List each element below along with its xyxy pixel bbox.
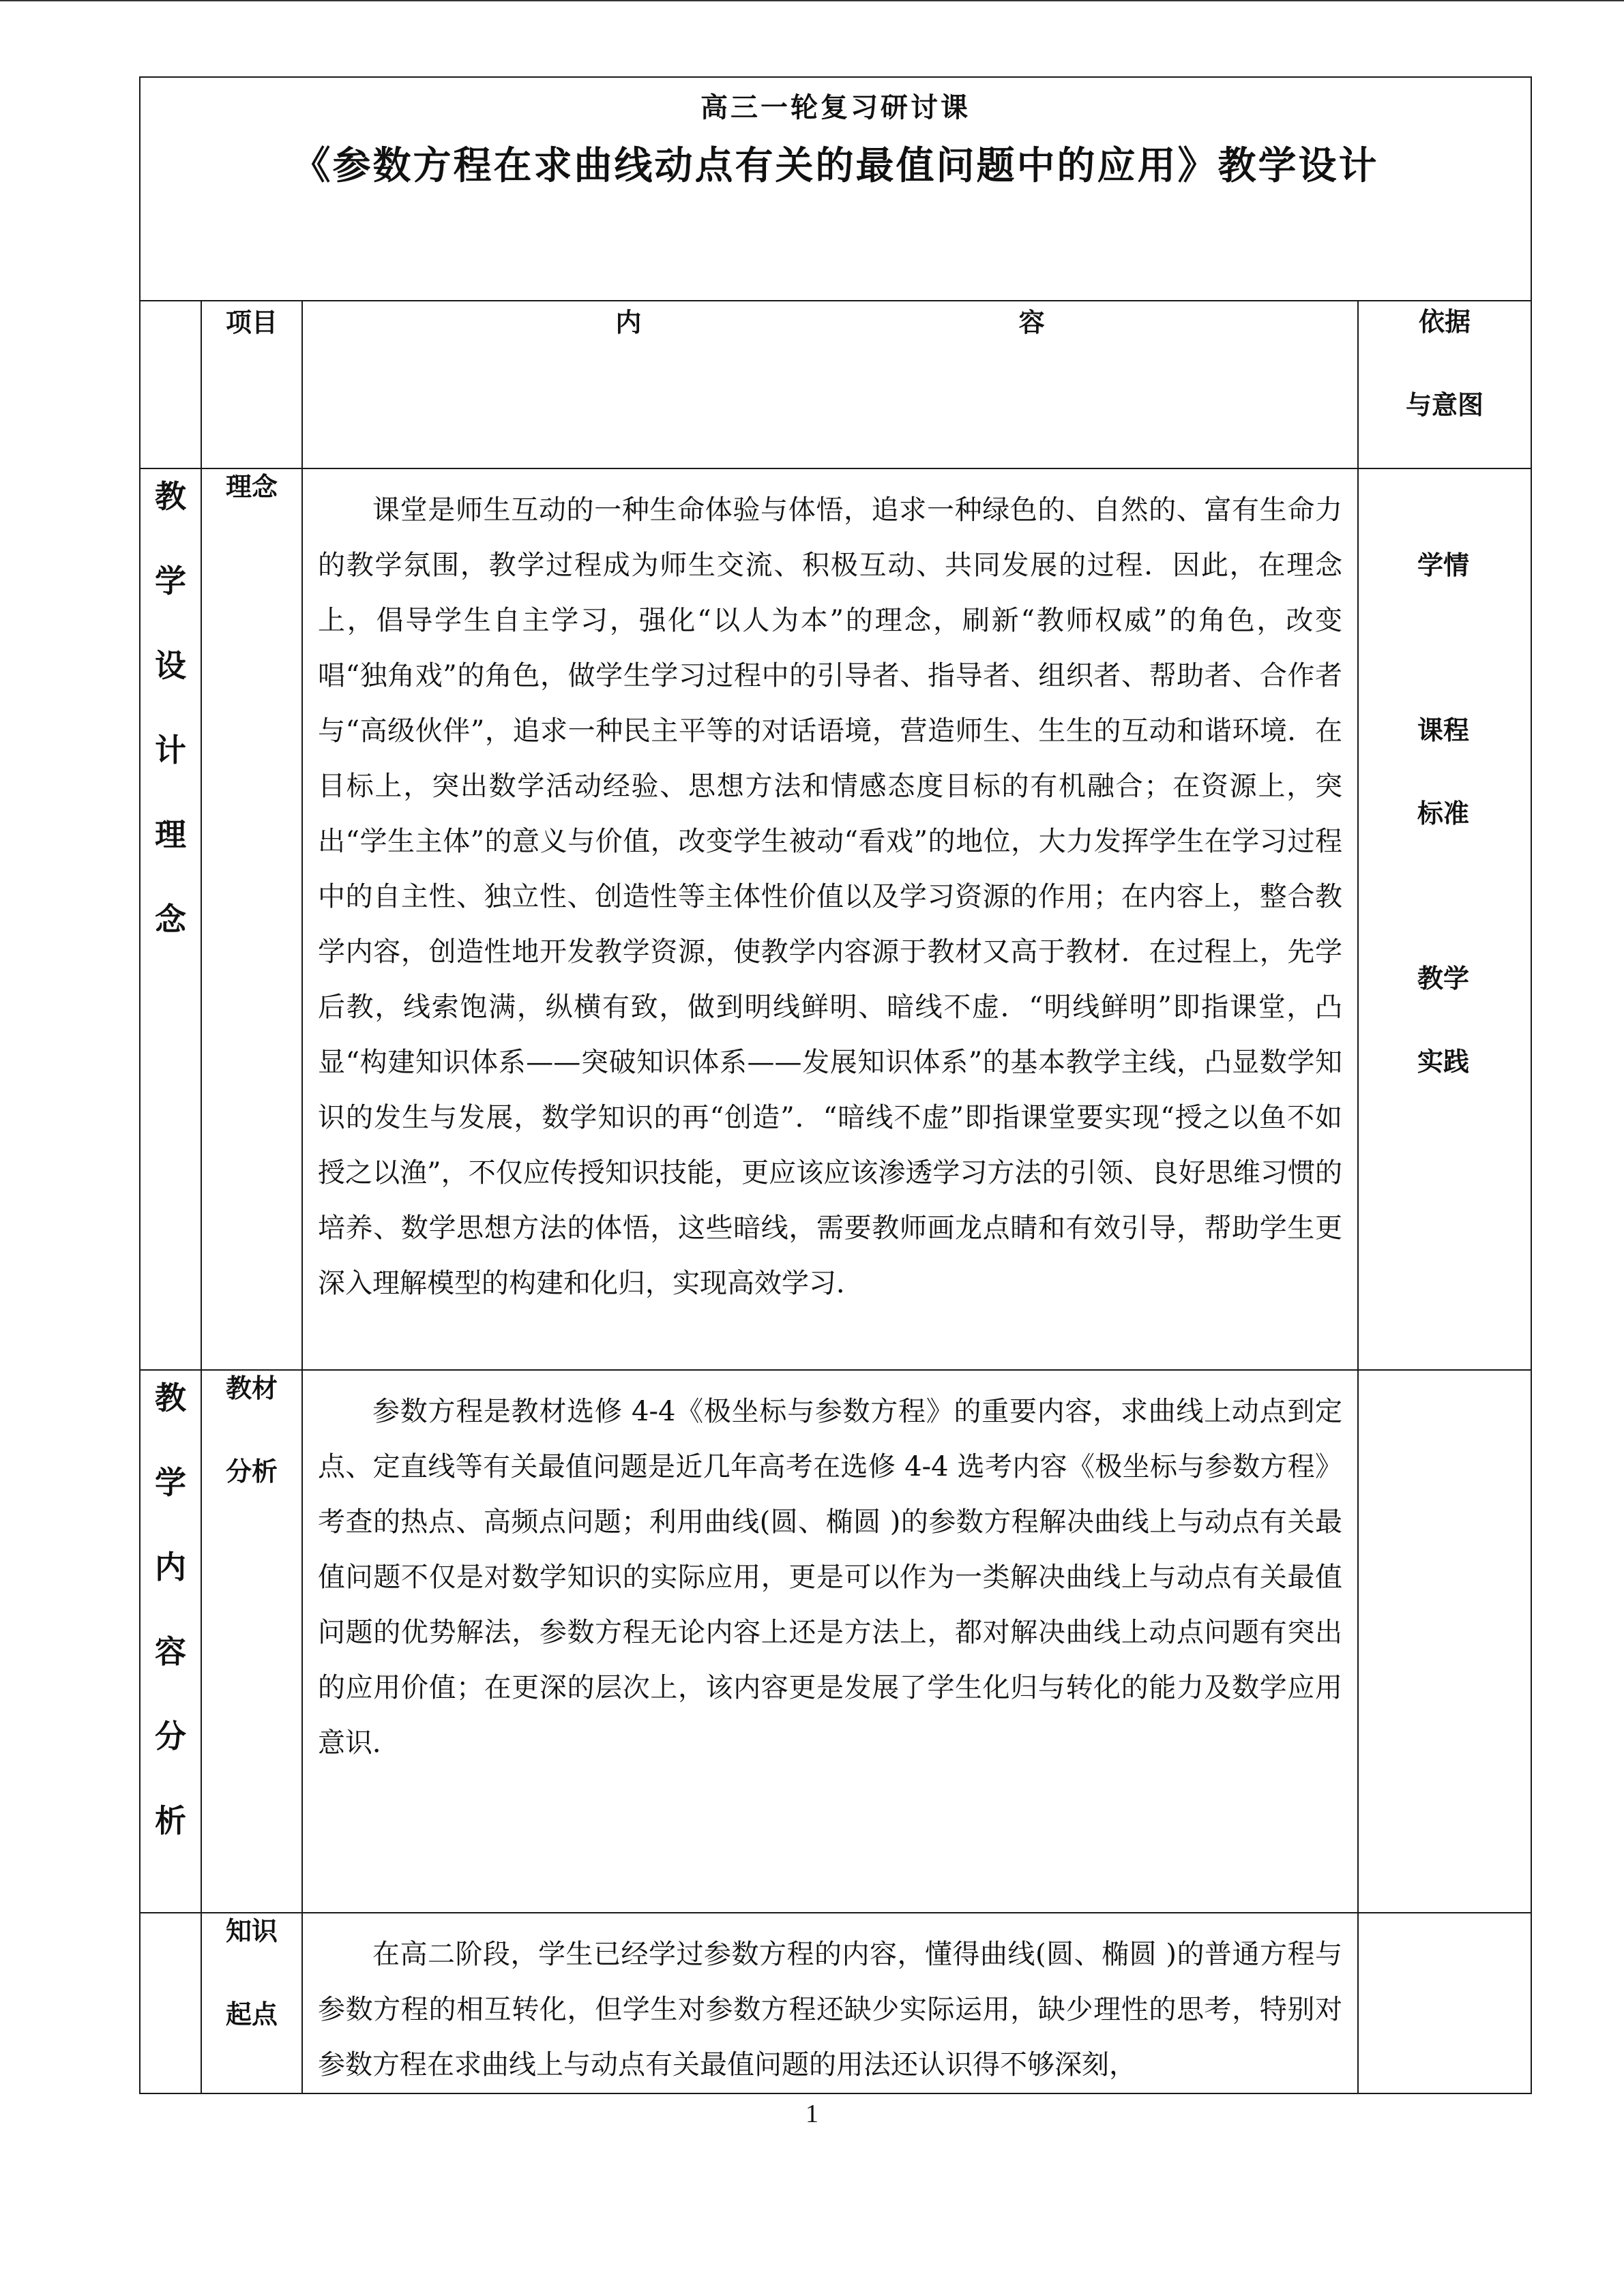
vertical-char: 学 <box>155 563 186 599</box>
document-subtitle: 高三一轮复习研讨课 <box>700 92 971 123</box>
document-title: 《参数方程在求曲线动点有关的最值问题中的应用》教学设计 <box>292 144 1379 188</box>
content-paragraph-textbook-analysis: 参数方程是教材选修 4-4《极坐标与参数方程》的重要内容，求曲线上动点到定点、定直线等有关最值问题是近几年高考在选修 4-4 选考内容《极坐标与参数方程》考查的热点、高频点问题；利用曲线(圆、椭圆 )的参数方程解决曲线上与动点有关最值问题不仅是对数学知识的实际应用，更是可以作为一类解决曲线上与动点有关最值问题的优势解法，参数方程无论内容上还是方法上，都对解决曲线上动点问题有突出的应用价值；在更深的层次上，该内容更是发展了学生化归与转化的能力及数学应用意识． <box>318 1396 1342 1759</box>
vertical-char: 教 <box>155 478 186 515</box>
vertical-char: 析 <box>155 1802 186 1839</box>
basis-item-standard: 标准 <box>1417 799 1469 829</box>
section-row-philosophy <box>140 468 1531 1370</box>
vertical-char: 学 <box>155 1464 186 1501</box>
basis-item-practice: 实践 <box>1417 1047 1469 1077</box>
basis-item-learning-situation: 学情 <box>1417 550 1469 580</box>
item-label-line: 分析 <box>225 1457 278 1487</box>
item-label-line: 理念 <box>225 472 278 502</box>
content-cell-philosophy <box>302 468 1358 1370</box>
column-header-basis-line2: 与意图 <box>1405 390 1483 420</box>
top-border-line <box>0 0 1624 1</box>
vertical-label-content-analysis <box>140 1370 201 1913</box>
basis-cell-philosophy <box>1358 468 1531 1370</box>
item-label-knowledge-start <box>201 1913 302 2093</box>
vertical-char: 内 <box>155 1549 186 1585</box>
column-header-basis <box>1358 301 1531 468</box>
basis-item-teaching: 教学 <box>1417 964 1469 994</box>
content-paragraph-knowledge-start: 在高二阶段，学生已经学过参数方程的内容，懂得曲线(圆、椭圆 )的普通方程与参数方程的相互转化，但学生对参数方程还缺少实际运用，缺少理性的思考，特别对参数方程在求曲线上与动点有关最值问题的用法还认识得不够深刻， <box>318 1939 1342 2081</box>
vertical-char: 设 <box>155 647 186 684</box>
basis-cell-knowledge-start <box>1358 1913 1531 2093</box>
vertical-char: 念 <box>155 901 186 938</box>
column-header-basis-line1: 依据 <box>1418 307 1471 337</box>
item-label-philosophy <box>201 468 302 1370</box>
vertical-label-blank <box>140 1913 201 2093</box>
vertical-char: 容 <box>155 1633 186 1670</box>
content-cell-knowledge-start <box>302 1913 1358 2093</box>
title-cell <box>140 77 1531 301</box>
vertical-char: 计 <box>155 732 186 769</box>
item-label-line: 知识 <box>225 1916 278 1946</box>
item-label-textbook-analysis <box>201 1370 302 1913</box>
basis-item-curriculum: 课程 <box>1417 715 1469 745</box>
basis-cell-textbook-analysis <box>1358 1370 1531 1913</box>
content-cell-textbook-analysis <box>302 1370 1358 1913</box>
vertical-char: 教 <box>155 1380 186 1416</box>
page-number: 1 <box>806 2100 818 2128</box>
lesson-design-table <box>139 76 1532 2094</box>
title-row <box>140 77 1531 301</box>
item-label-line: 教材 <box>225 1373 278 1403</box>
vertical-label-philosophy <box>140 468 201 1370</box>
item-label-line: 起点 <box>225 1999 278 2029</box>
column-header-content-left: 内 <box>615 308 642 338</box>
section-row-knowledge-start <box>140 1913 1531 2093</box>
section-row-content-analysis <box>140 1370 1531 1913</box>
column-header-item-label: 项目 <box>225 308 278 338</box>
column-header-item <box>201 301 302 468</box>
content-paragraph-philosophy: 课堂是师生互动的一种生命体验与体悟，追求一种绿色的、自然的、富有生命力的教学氛围，教学过程成为师生交流、积极互动、共同发展的过程．因此，在理念上，倡导学生自主学习，强化“以人为本”的理念，刷新“教师权威”的角色，改变唱“独角戏”的角色，做学生学习过程中的引导者、指导者、组织者、帮助者、合作者与“高级伙伴”，追求一种民主平等的对话语境，营造师生、生生的互动和谐环境．在目标上，突出数学活动经验、思想方法和情感态度目标的有机融合；在资源上，突出“学生主体”的意义与价值，改变学生被动“看戏”的地位，大力发挥学生在学习过程中的自主性、独立性、创造性等主体性价值以及学习资源的作用；在内容上，整合教学内容，创造性地开发教学资源，使教学内容源于教材又高于教材．在过程上，先学后教，线索饱满，纵横有致，做到明线鲜明、暗线不虚．“明线鲜明”即指课堂，凸显“构建知识体系——突破知识体系——发展知识体系”的基本教学主线，凸显数学知识的发生与发展，数学知识的再“创造”．“暗线不虚”即指课堂要实现“授之以鱼不如授之以渔”，不仅应传授知识技能，更应该应该渗透学习方法的引领、良好思维习惯的培养、数学思想方法的体悟，这些暗线，需要教师画龙点睛和有效引导，帮助学生更深入理解模型的构建和化归，实现高效学习． <box>318 494 1342 1299</box>
vertical-char: 理 <box>155 816 186 853</box>
vertical-char: 分 <box>155 1718 186 1755</box>
column-header-row <box>140 301 1531 468</box>
column-header-content <box>302 301 1358 468</box>
header-blank-cell <box>140 301 201 468</box>
column-header-content-right: 容 <box>1018 308 1045 338</box>
